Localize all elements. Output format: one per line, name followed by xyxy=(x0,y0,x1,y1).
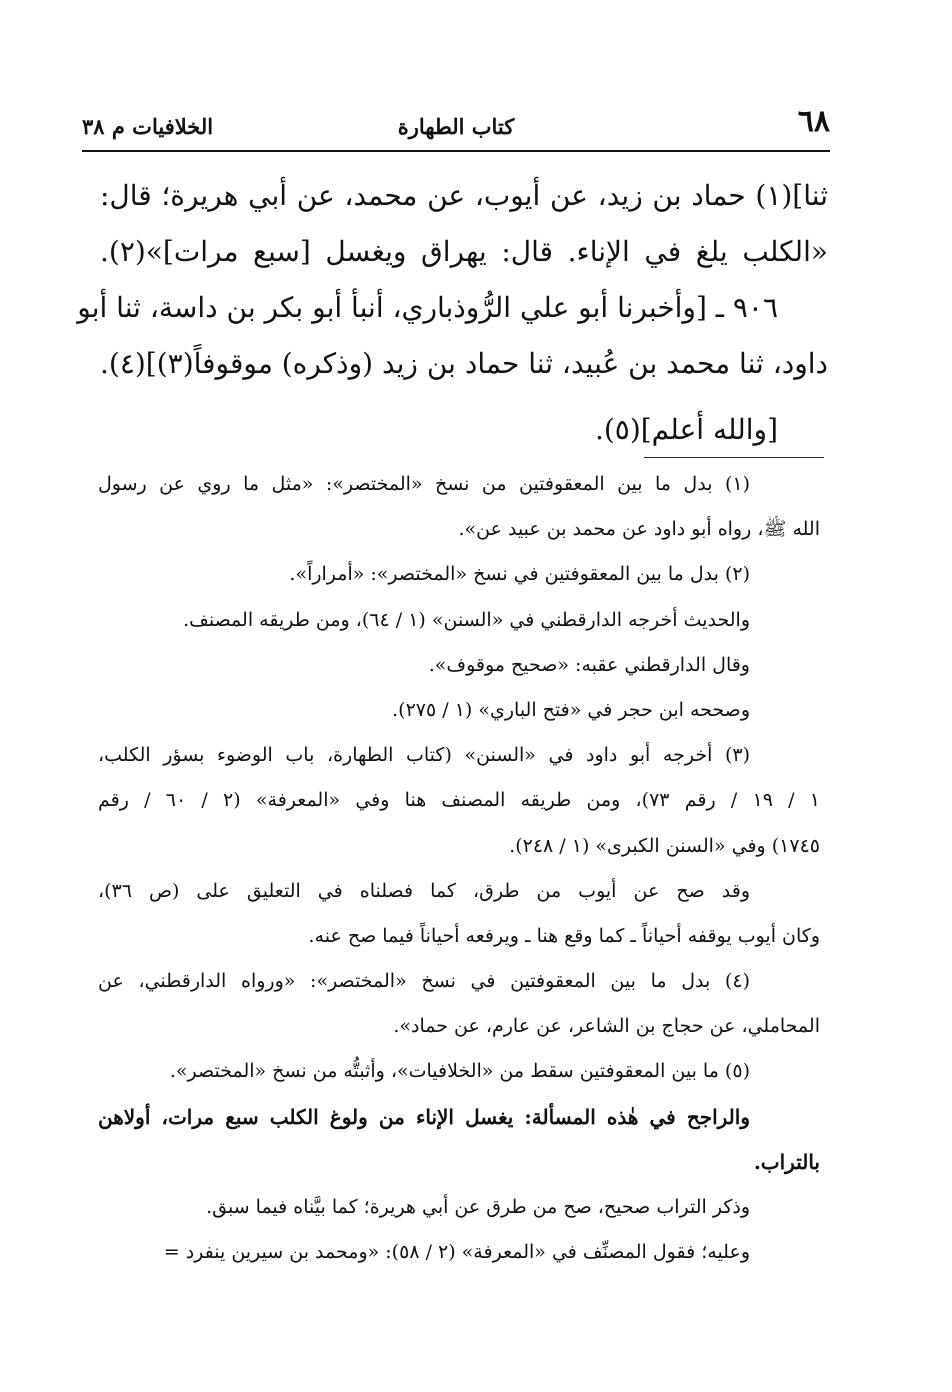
footnote-line: وذكر التراب صحيح، صح من طرق عن أبي هريرة؛ كما بيَّناه فيما سبق. xyxy=(206,1196,750,1218)
main-text-line: «الكلب يلغ في الإناء. قال: يهراق ويغسل [سبع مرات]»(٢). xyxy=(100,235,828,268)
footnote-4: (٤) بدل ما بين المعقوفتين في نسخ «المختصر»: «ورواه الدارقطني، عن xyxy=(98,970,750,993)
footnote-5: (٥) ما بين المعقوفتين سقط من «الخلافيات»، وأثبتُّه من نسخ «المختصر». xyxy=(169,1060,750,1083)
ruling-note-line: بالتراب. xyxy=(753,1149,820,1174)
main-text xyxy=(77,168,828,458)
chapter-title: كتاب الطهارة xyxy=(397,114,515,139)
footnote-line: وقد صح عن أيوب من طرق، كما فصلناه في التعليق على (ص ٣٦)، xyxy=(98,879,750,902)
main-text-line: داود، ثنا محمد بن عُبيد، ثنا حماد بن زيد (وذكره) موقوفاً(٣)](٤). xyxy=(100,347,828,380)
footnote-line: ١ / ١٩ / رقم ٧٣)، ومن طريقه المصنف هنا وفي «المعرفة» (٢ / ٦٠ / رقم xyxy=(98,789,820,812)
footnote-divider xyxy=(644,457,824,458)
footnote-line: المحاملي، عن حجاج بن الشاعر، عن عارم، عن حماد». xyxy=(393,1015,820,1038)
footnote-line: وكان أيوب يوقفه أحياناً ـ كما وقع هنا ـ ويرفعه أحياناً فيما صح عنه. xyxy=(308,924,820,947)
page-number: ٦٨ xyxy=(797,104,830,139)
footnote-line: وعليه؛ فقول المصنِّف في «المعرفة» (٢ / ٥٨): «ومحمد بن سيرين ينفرد = xyxy=(163,1241,750,1264)
ruling-note: والراجح في هٰذه المسألة: يغسل الإناء من ولوغ الكلب سبع مرات، أولاهن xyxy=(98,1104,750,1129)
footnote-3: (٣) أخرجه أبو داود في «السنن» (كتاب الطهارة، باب الوضوء بسؤر الكلب، xyxy=(98,744,750,767)
header-divider xyxy=(82,150,830,152)
footnotes xyxy=(98,462,820,1275)
page-header xyxy=(82,104,830,148)
footnote-line: ١٧٤٥) وفي «السنن الكبرى» (١ / ٢٤٨). xyxy=(509,834,820,857)
footnote-1: (١) بدل ما بين المعقوفتين من نسخ «المختصر»: «مثل ما روي عن رسول xyxy=(98,473,750,495)
book-marker: الخلافيات م ٣٨ xyxy=(82,114,214,139)
footnote-line: وقال الدارقطني عقبه: «صحيح موقوف». xyxy=(428,653,750,676)
main-text-line: ثنا](١) حماد بن زيد، عن أيوب، عن محمد، عن أبي هريرة؛ قال: xyxy=(100,179,828,212)
footnote-line: والحديث أخرجه الدارقطني في «السنن» (١ / ٦٤)، ومن طريقه المصنف. xyxy=(183,608,750,631)
footnote-line: وصححه ابن حجر في «فتح الباري» (١ / ٢٧٥). xyxy=(392,698,750,721)
hadith-entry-906: ٩٠٦ ـ [وأخبرنا أبو علي الرُّوذباري، أنبأ أبو بكر بن داسة، ثنا أبو xyxy=(77,291,778,324)
footnote-line: الله ﷺ، رواه أبو داود عن محمد بن عبيد عن». xyxy=(458,518,820,541)
footnote-2: (٢) بدل ما بين المعقوفتين في نسخ «المختصر»: «أمراراً». xyxy=(289,563,750,586)
closing-phrase: [والله أعلم](٥). xyxy=(594,413,778,446)
